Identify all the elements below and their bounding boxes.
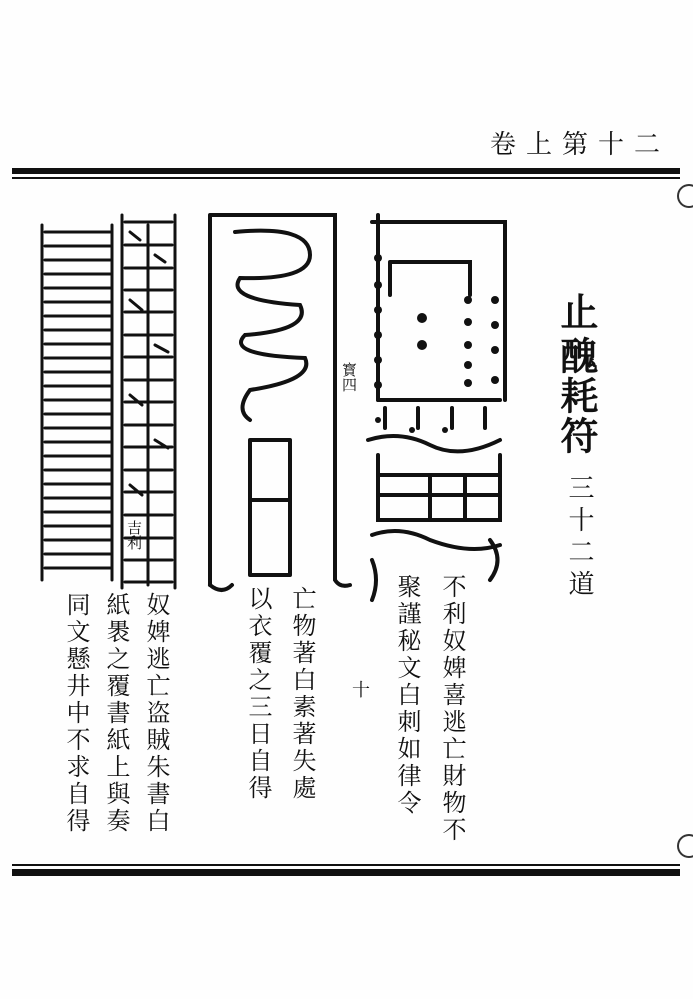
title-line1: 止 <box>554 292 599 332</box>
text-column-7: 同文懸井中不求自得 <box>62 592 90 835</box>
text-column-4: 以衣覆之三日自得 <box>244 586 272 802</box>
chapter-header: 卷上第十二 <box>489 130 670 160</box>
page-mark: 十 <box>352 680 370 701</box>
text-column-3: 亡物著白素著失處 <box>288 586 316 802</box>
title-line2: 醜耗符 <box>554 336 599 456</box>
talisman-small-char: 吉利 <box>125 520 143 550</box>
talisman-stamp-label: 寳四 <box>340 362 358 392</box>
talisman-count: 三十二道 <box>564 474 594 602</box>
text-column-6: 紙褁之覆書紙上與奏 <box>102 592 130 835</box>
text-column-1: 不利奴婢喜逃亡財物不 <box>438 574 466 844</box>
text-column-5: 奴婢逃亡盗賊朱書白 <box>142 592 170 835</box>
text-column-2: 聚謹秘文白刺如律令 <box>393 574 421 817</box>
